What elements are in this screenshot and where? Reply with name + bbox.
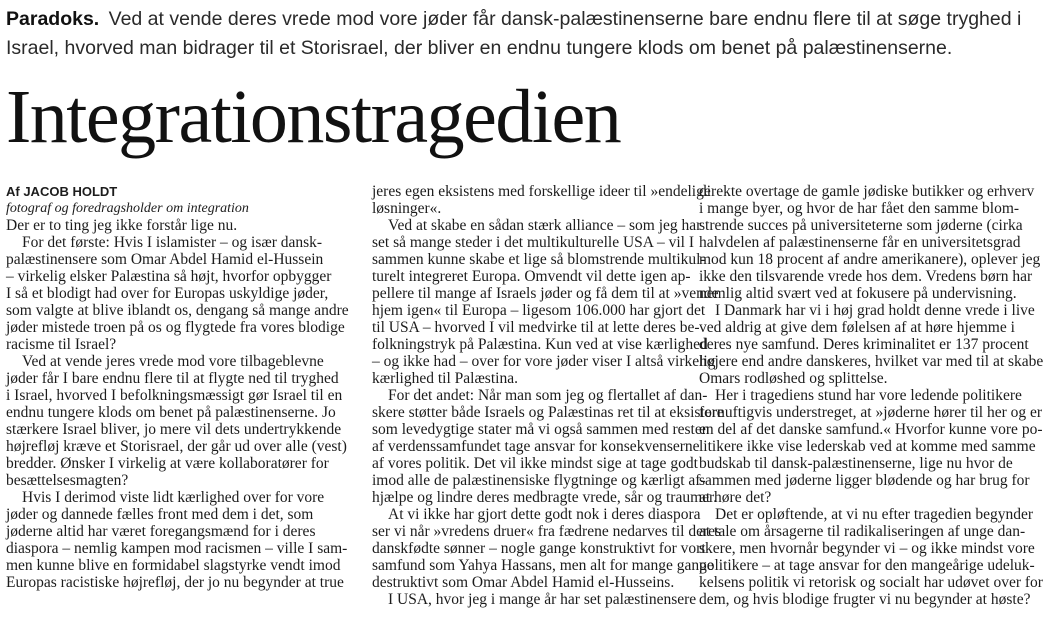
article-line: af verdenssamfundet tage ansvar for konsekvenserne	[372, 438, 700, 455]
article-line: ser vi når »vredens druer« fra fædrene nedarves til deres	[372, 523, 722, 540]
article-line: højere end andre danskeres, hvilket var med til at skabe	[699, 353, 1044, 370]
article-line: en del af det danske samfund.« Hvorfor kunne vore po-	[699, 421, 1043, 438]
article-line: nemlig altid svært ved at fokusere på undervisning.	[699, 285, 1017, 302]
article-line: litikere ikke vise lederskab ved at komme med samme	[699, 438, 1036, 455]
article-line: løsninger«.	[372, 200, 442, 217]
article-line: folkningstryk på Palæstina. Kun ved at vise kærlighed	[372, 336, 708, 353]
article-line: For det andet: Når man som jeg og flertallet af dan-	[388, 387, 708, 404]
article-line: Her i tragediens stund har vore ledende politikere	[715, 387, 1022, 404]
intro-line-1	[6, 5, 1042, 34]
byline-author: Af JACOB HOLDT	[6, 184, 118, 199]
article-line: som valgte at blive iblandt os, dengang så mange andre	[6, 302, 349, 319]
article-column-2	[372, 183, 724, 608]
article-line: Ved at skabe en sådan stærk alliance – som jeg har	[388, 217, 702, 234]
article-line: I USA, hvor jeg i mange år har set palæstinensere	[388, 591, 697, 608]
article-line: jøder får I bare endnu flere til at flygte ned til tryghed	[6, 370, 339, 387]
article-line: skere, men hvornår begynder vi – og ikke mindst vore	[699, 540, 1035, 557]
article-line: kærlighed til Palæstina.	[372, 370, 518, 387]
column-2-body	[372, 183, 724, 608]
article-line: deres nye samfund. Deres kriminalitet er 137 procent	[699, 336, 1029, 353]
article-line: jøder og dannede fælles front med dem i det, som	[6, 506, 314, 523]
column-1-body	[6, 217, 349, 591]
article-line: skere støtter både Israels og Palæstinas ret til at eksistere	[372, 404, 724, 421]
article-line: ikke den tilsvarende vrede hos dem. Vredens børn har	[699, 268, 1033, 285]
article-line: stærkere Israel bliver, jo mere vil dets undertrykkende	[6, 421, 342, 438]
article-line: at høre det?	[699, 489, 772, 506]
article-line: Ved at vende jeres vrede mod vore tilbageblevne	[22, 353, 324, 370]
article-line: For det første: Hvis I islamister – og især dansk-	[22, 234, 323, 251]
intro-line-2: Israel, hvorved man bidrager til et Storisrael, der bliver en endnu tungere klods om benet på palæstinenserne.	[6, 37, 953, 59]
article-line: budskab til dansk-palæstinenserne, lige nu hvor de	[699, 455, 1013, 472]
article-line: fornuftigvis understreget, at »jøderne hører til her og er	[699, 404, 1043, 421]
article-line: – og ikke had – over for vore jøder viser I altså virkelig	[372, 353, 716, 370]
article-line: I Danmark har vi i høj grad holdt denne vrede i live	[715, 302, 1035, 319]
article-line: racisme til Israel?	[6, 336, 117, 353]
article-line: til USA – hvorved I vil medvirke til at lette deres be-	[372, 319, 700, 336]
article-line: jøderne altid har været foregangsmænd for i deres	[6, 523, 316, 540]
article-line: af vores politik. Det vil ikke mindst sige at tage godt	[372, 455, 698, 472]
article-line: – virkelig elsker Palæstina så højt, hvorfor opbygger	[6, 268, 332, 285]
article-line: i Israel, hvorved I befolkningsmæssigt gør Israel til en	[6, 387, 343, 404]
headline: Integrationstragedien	[6, 75, 621, 159]
article-line: samfund som Yahya Hassans, men alt for mange gange	[372, 557, 714, 574]
article-line: hjem igen« til Europa – ligesom 106.000 har gjort det	[372, 302, 706, 319]
article-line: Hvis I derimod viste lidt kærlighed over for vore	[22, 489, 325, 506]
article-line: Omars rodløshed og splittelse.	[699, 370, 888, 387]
article-column-1	[6, 183, 349, 591]
article-line: jøder mistede troen på os og flygtede fra vores blodige	[6, 319, 345, 336]
article-line: Europas racistiske højrefløj, der jo nu begynder at true	[6, 574, 344, 591]
article-line: at tale om årsagerne til radikaliseringen af unge dan-	[699, 523, 1026, 540]
article-line: besættelsesmagten?	[6, 472, 129, 489]
article-line: kelsens politik vi retorisk og socialt har udøvet over for	[699, 574, 1043, 591]
intro-text: Ved at vende deres vrede mod vore jøder får dansk-palæstinenserne bare endnu flere til at søge tryghed i	[108, 8, 1022, 30]
article-line: jeres egen eksistens med forskellige ideer til »endelige	[372, 183, 711, 200]
article-line: i mange byer, og hvor de har fået den samme blom-	[699, 200, 1020, 217]
article-line: strende succes på universiteterne som jøderne (cirka	[699, 217, 1023, 234]
article-column-3	[699, 183, 1044, 608]
article-line: imod alle de palæstinensiske flygtninge og kærligt af-	[372, 472, 706, 489]
article-line: mod kun 18 procent af andre amerikanere), oplever jeg	[699, 251, 1041, 268]
article-line: danskfødte sønner – nogle gange konstruktivt for vort	[372, 540, 706, 557]
article-line: men kunne blive en formidabel slagstyrke vendt imod	[6, 557, 341, 574]
article-line: sammen med jøderne ligger blødende og har brug for	[699, 472, 1030, 489]
byline-role: fotograf og foredragsholder om integration	[6, 201, 249, 216]
intro-kicker: Paradoks.	[6, 8, 100, 30]
article-line: halvdelen af palæstinenserne får en universitetsgrad	[699, 234, 1021, 251]
article-line: Det er opløftende, at vi nu efter tragedien begynder	[715, 506, 1034, 523]
article-line: bredder. Ønsker I virkelig at være kollaboratører for	[6, 455, 329, 472]
article-line: destruktivt som Omar Abdel Hamid el-Husseins.	[372, 574, 675, 591]
article-line: set så mange steder i det multikulturelle USA – vil I	[372, 234, 694, 251]
article-line: hjælpe og lindre deres medbragte vrede, sår og traumer.	[372, 489, 718, 506]
article-line: Der er to ting jeg ikke forstår lige nu.	[6, 217, 238, 234]
article-line: ved aldrig at give dem følelsen af at høre hjemme i	[699, 319, 1015, 336]
intro-deck	[6, 5, 1042, 63]
article-line: endnu tungere klods om benet på palæstinenserne. Jo	[6, 404, 336, 421]
article-line: dem, og hvis blodige frugter vi nu begynder at høste?	[699, 591, 1031, 608]
article-line: I så et blodigt had over for Europas uskyldige jøder,	[6, 285, 329, 302]
article-line: palæstinensere som Omar Abdel Hamid el-Hussein	[6, 251, 324, 268]
article-line: politikere – at tage ansvar for den mangeårige udeluk-	[699, 557, 1035, 574]
article-line: turelt integreret Europa. Omvendt vil dette igen ap-	[372, 268, 691, 285]
column-3-body	[699, 183, 1044, 608]
article-line: som levedygtige stater må vi også sammen med resten	[372, 421, 710, 438]
article-line: diaspora – nemlig kampen mod racismen – ville I sam-	[6, 540, 348, 557]
article-line: At vi ikke har gjort dette godt nok i deres diaspora	[388, 506, 701, 523]
article-line: højrefløj kræve et Storisrael, der går ud over alle (vest)	[6, 438, 347, 455]
article-line: pellere til mange af Israels jøder og få dem til at »vende	[372, 285, 719, 302]
article-line: sammen kunne skabe et lige så blomstrende multikul-	[372, 251, 706, 268]
article-line: direkte overtage de gamle jødiske butikker og erhverv	[699, 183, 1035, 200]
